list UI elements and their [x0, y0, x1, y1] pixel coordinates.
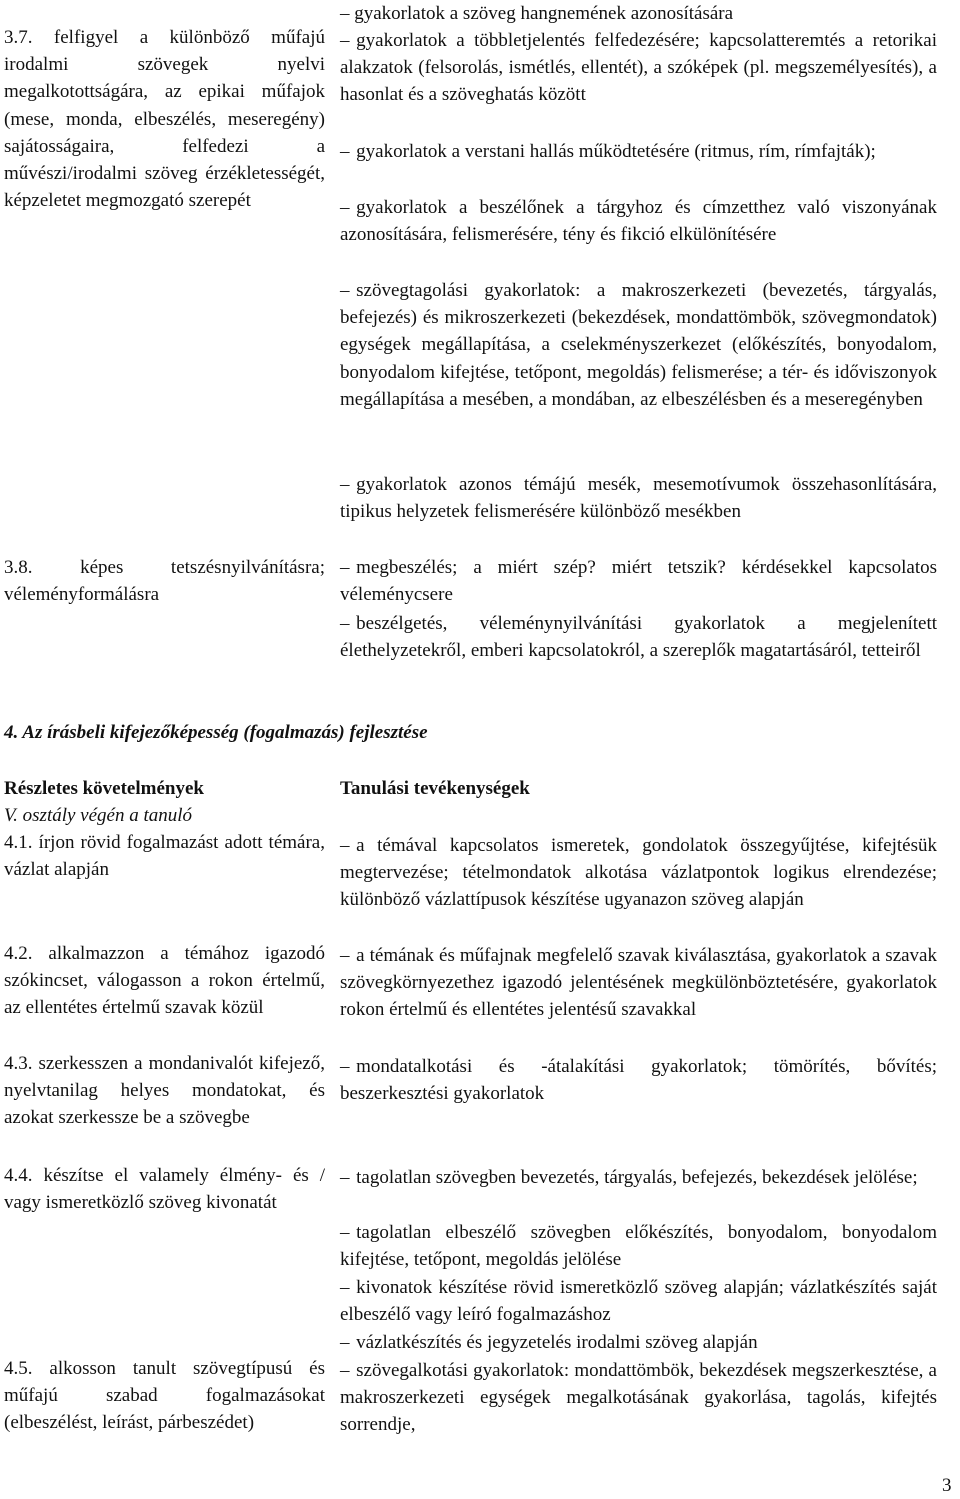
- requirement-3-7: 3.7. felfigyel a különböző műfajú irodalmi szövegek nyelvi megalkotottságára, az epikai műfajok (mese, monda, elbeszélés, meseregény) sajátosságaira, felfedezi a művészi/irodalmi szöveg érzékletességét, képzeletet megmozgató szerepét: [4, 27, 325, 212]
- activity-text: a témának és műfajnak megfelelő szavak kiválasztása, gyakorlatok a szavak szövegkörnyezethez igazodó jelentésének megkülönböztetésére, gyakorlatok rokon értelmű és ellentétes jelentésű szavakkal: [340, 945, 937, 1021]
- dash-marker: –: [340, 1167, 350, 1188]
- activity-item: [340, 1219, 937, 1273]
- activity-item: [340, 138, 937, 165]
- column-header-requirements: Részletes követelmények: [4, 778, 204, 799]
- section-title: 4. Az írásbeli kifejezőképesség (fogalmazás) fejlesztése: [4, 722, 428, 743]
- activity-item: [340, 554, 937, 608]
- activity-text: tagolatlan szövegben bevezetés, tárgyalás, befejezés, bekezdések jelölése;: [356, 1167, 918, 1188]
- activity-item: [340, 832, 937, 914]
- activity-item: [340, 1357, 937, 1439]
- dash-marker: –: [340, 613, 350, 634]
- requirement-3-8: 3.8. képes tetszésnyilvánításra; véleményformálásra: [4, 557, 325, 606]
- requirement-4-3: 4.3. szerkesszen a mondanivalót kifejező, nyelvtanilag helyes mondatokat, és azokat szerkessze be a szövegbe: [4, 1053, 325, 1129]
- activity-item: [340, 1274, 937, 1328]
- activity-item: [340, 194, 937, 248]
- activity-text: vázlatkészítés és jegyzetelés irodalmi szöveg alapján: [356, 1332, 758, 1353]
- requirement-4-4: 4.4. készítse el valamely élmény- és / vagy ismeretközlő szöveg kivonatát: [4, 1165, 325, 1214]
- activity-item: [340, 942, 937, 1024]
- activity-item: – gyakorlatok a szöveg hangnemének azonosítására: [340, 3, 734, 24]
- activity-text: gyakorlatok azonos témájú mesék, mesemotívumok összehasonlítására, tipikus helyzetek felismerésére különböző mesékben: [340, 474, 937, 523]
- activity-text: megbeszélés; a miért szép? miért tetszik? kérdésekkel kapcsolatos véleménycsere: [340, 557, 937, 606]
- dash-marker: –: [340, 1277, 350, 1298]
- dash-marker: –: [340, 557, 350, 578]
- dash-marker: –: [340, 30, 350, 51]
- dash-marker: –: [340, 1332, 350, 1353]
- dash-marker: –: [340, 1056, 350, 1077]
- activity-item: [340, 27, 937, 109]
- activity-item: [340, 277, 937, 413]
- dash-marker: –: [340, 474, 350, 495]
- activity-text: beszélgetés, véleménynyilvánítási gyakorlatok a megjelenített élethelyzetekről, emberi kapcsolatokról, a szereplők magatartásáról, tetteiről: [340, 613, 937, 662]
- dash-marker: –: [340, 141, 350, 162]
- activity-text: kivonatok készítése rövid ismeretközlő szöveg alapján; vázlatkészítés saját elbeszélő vagy leíró fogalmazáshoz: [340, 1277, 937, 1326]
- column-header-activities: Tanulási tevékenységek: [340, 778, 530, 799]
- dash-marker: –: [340, 1360, 350, 1381]
- requirement-4-2: 4.2. alkalmazzon a témához igazodó szókincset, válogasson a rokon értelmű, az ellentétes értelmű szavak közül: [4, 943, 325, 1019]
- activity-item: [340, 1164, 937, 1191]
- activity-text: szövegalkotási gyakorlatok: mondattömbök, bekezdések megszerkesztése, a makroszerkezeti egységek megalkotásának gyakorlása, tagolás, kifejtés sorrendje,: [340, 1360, 937, 1436]
- activity-text: tagolatlan elbeszélő szövegben előkészítés, bonyodalom, bonyodalom kifejtése, tetőpont, megoldás jelölése: [340, 1222, 937, 1271]
- dash-marker: –: [340, 835, 350, 856]
- activity-text: gyakorlatok a verstani hallás működtetésére (ritmus, rím, rímfajták);: [356, 141, 876, 162]
- activity-text: a témával kapcsolatos ismeretek, gondolatok összegyűjtése, kifejtésük megtervezése; tételmondatok alkotása vázlatpontok logikus elrendezése; különböző vázlattípusok készítése ugyanazon szöveg alapján: [340, 835, 937, 911]
- dash-marker: –: [340, 945, 350, 966]
- activity-item: [340, 610, 937, 664]
- activity-item: [340, 1053, 937, 1107]
- dash-marker: –: [340, 280, 350, 301]
- dash-marker: –: [340, 1222, 350, 1243]
- activity-text: szövegtagolási gyakorlatok: a makroszerkezeti (bevezetés, tárgyalás, befejezés) és mikroszerkezeti (bekezdések, mondattömbök, szövegmondatok) egységek megállapítása, a cselekményszerkezet (előkészítés, bonyodalom, bonyodalom kifejtése, tetőpont, megoldás) felismerése; a tér- és időviszonyok megállapítása a mesében, a mondában, az elbeszélésben és a meseregényben: [340, 280, 937, 410]
- activity-item: [340, 471, 937, 525]
- activity-item: [340, 1329, 937, 1356]
- column-subheader: V. osztály végén a tanuló: [4, 805, 193, 826]
- requirement-4-1: 4.1. írjon rövid fogalmazást adott témára, vázlat alapján: [4, 832, 325, 881]
- activity-text: gyakorlatok a beszélőnek a tárgyhoz és címzetthez való viszonyának azonosítására, felismerésére, tény és fikció elkülönítésére: [340, 197, 937, 246]
- dash-marker: –: [340, 197, 350, 218]
- activity-text: mondatalkotási és -átalakítási gyakorlatok; tömörítés, bővítés; beszerkesztési gyakorlatok: [340, 1056, 937, 1105]
- page-number: 3: [942, 1475, 952, 1496]
- activity-text: gyakorlatok a többletjelentés felfedezésére; kapcsolatteremtés a retorikai alakzatok (felsorolás, ismétlés, ellentét), a szóképek (pl. megszemélyesítés), a hasonlat és a szöveghatás között: [340, 30, 937, 106]
- requirement-4-5: 4.5. alkosson tanult szövegtípusú és műfajú szabad fogalmazásokat (elbeszélést, leírást, párbeszédet): [4, 1358, 325, 1434]
